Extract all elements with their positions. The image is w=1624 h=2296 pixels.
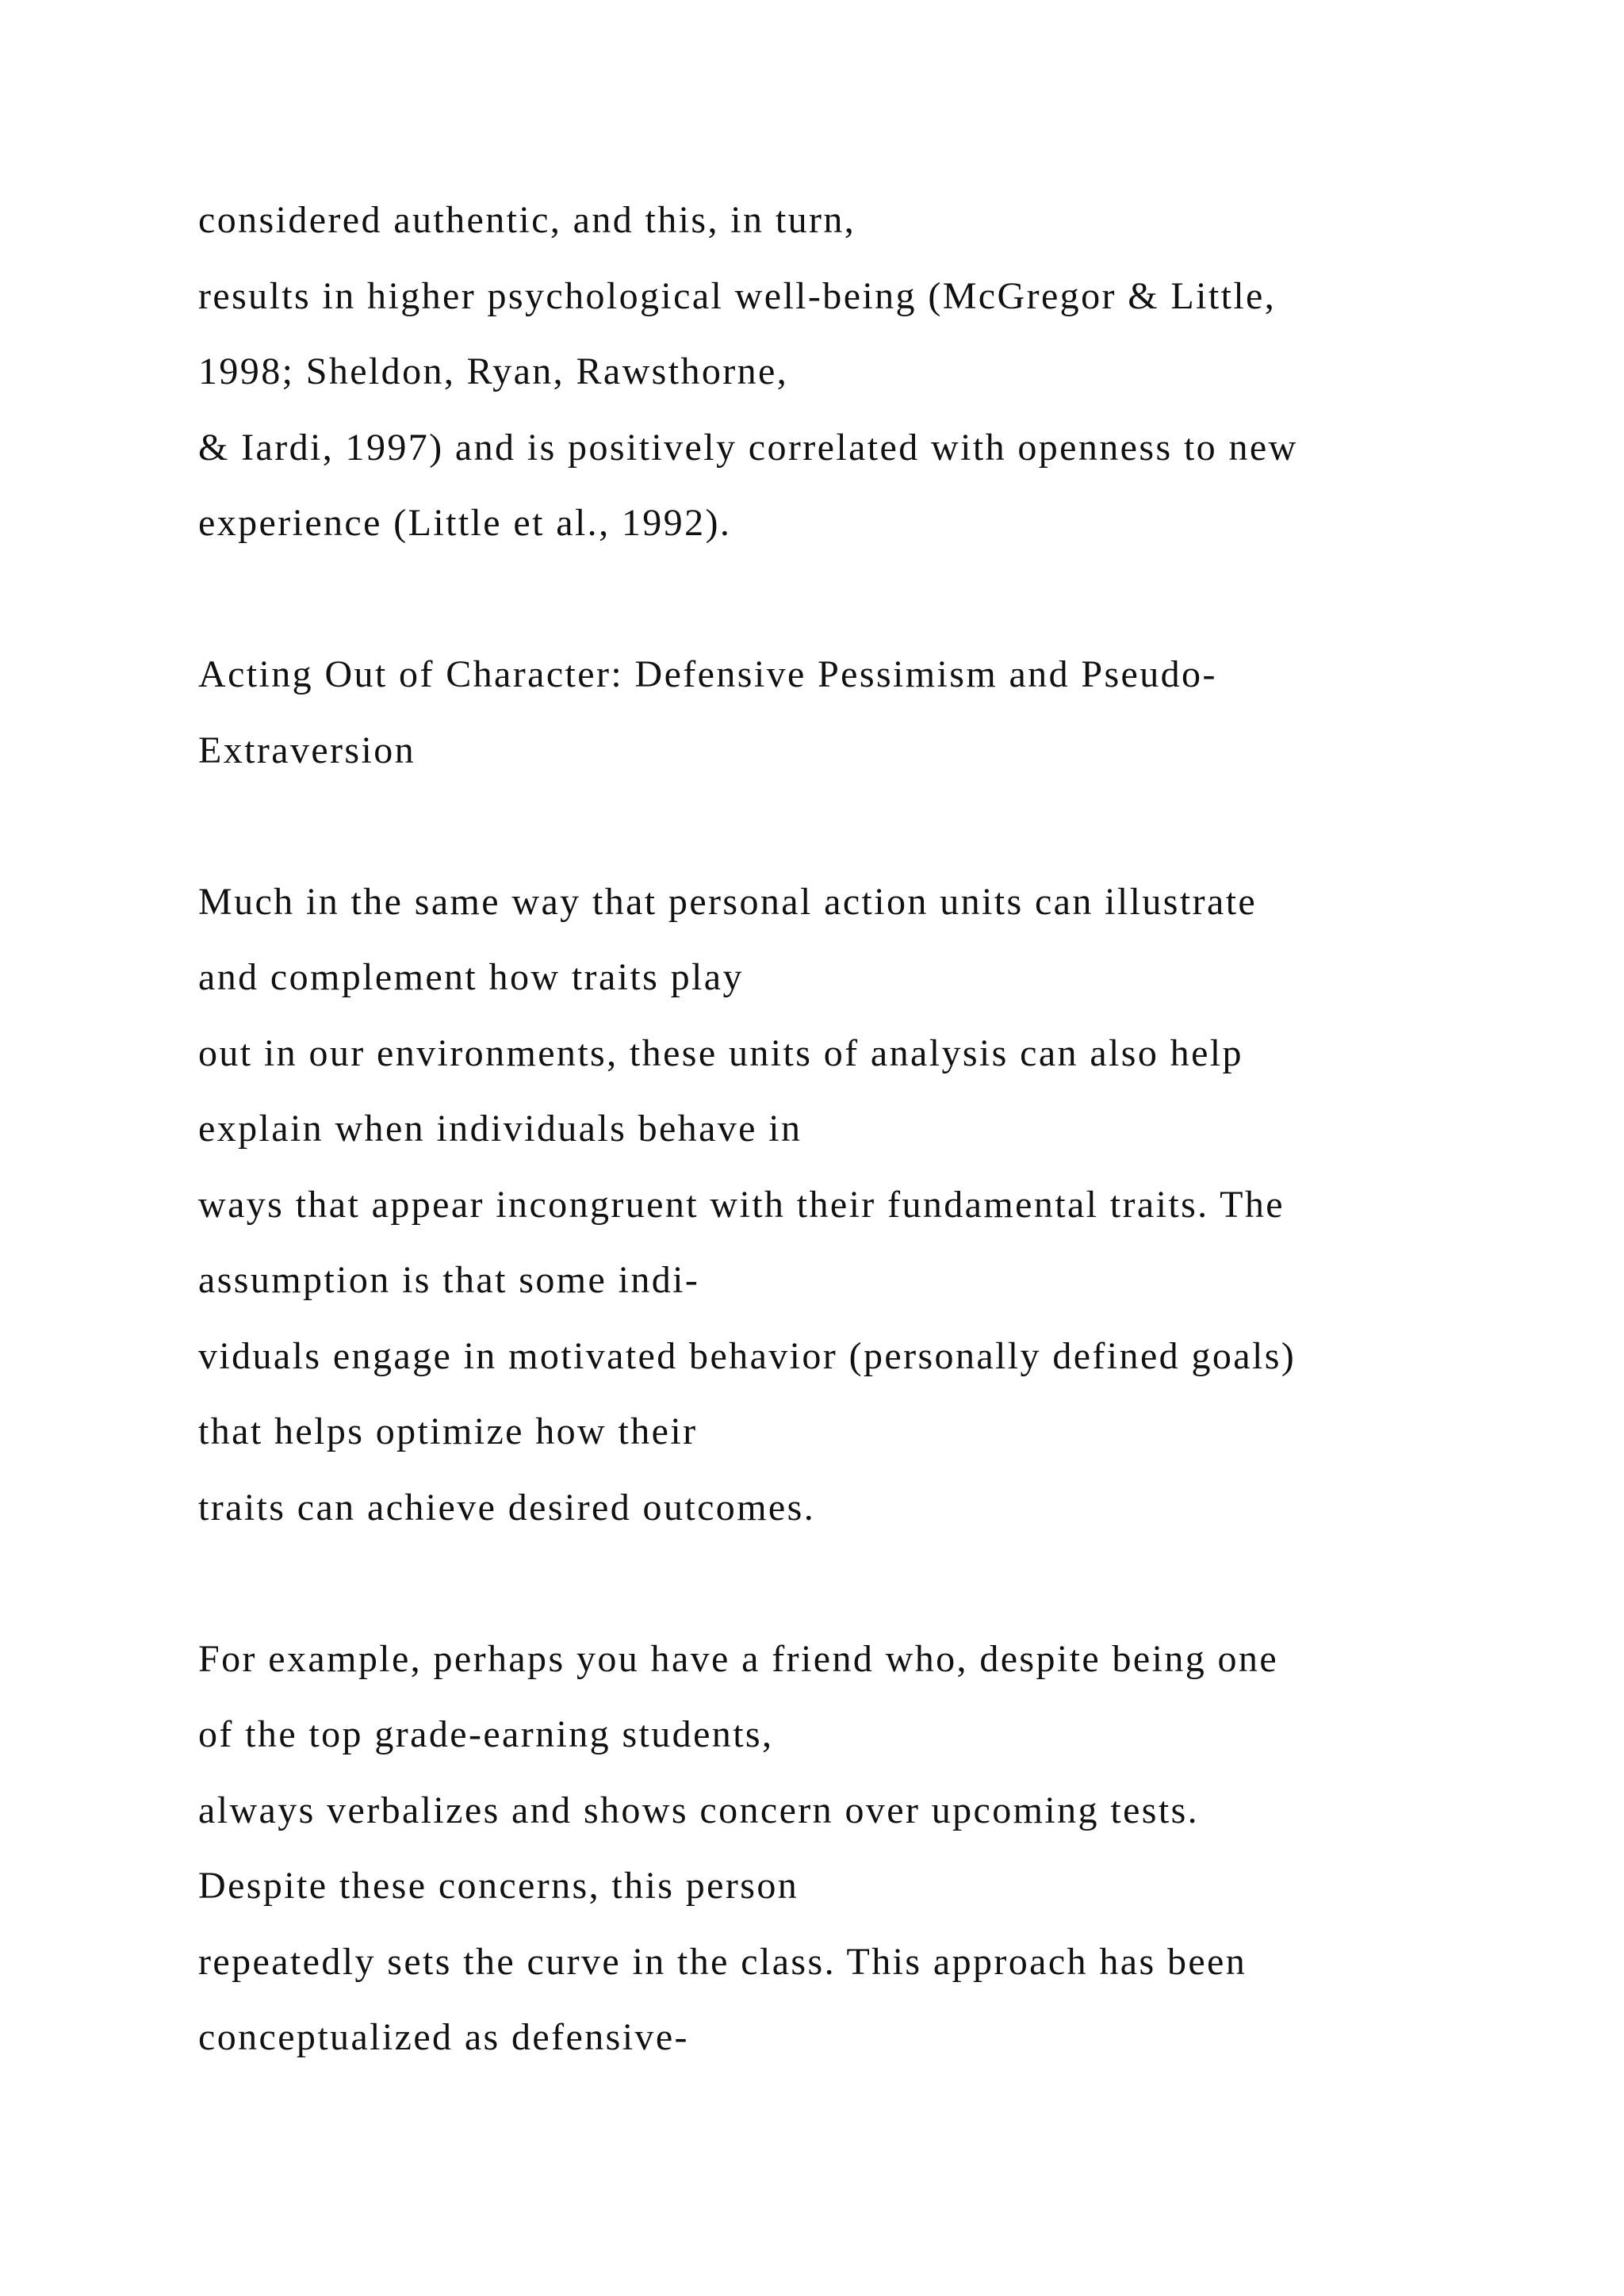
text-line: traits can achieve desired outcomes. (198, 1486, 816, 1529)
paragraph-example (198, 1621, 1546, 2076)
text-line: 1998; Sheldon, Ryan, Rawsthorne, (198, 350, 789, 392)
paragraph-gap (198, 561, 1546, 637)
text-line: that helps optimize how their (198, 1410, 698, 1452)
text-line: & Iardi, 1997) and is positively correlated with openness to new (198, 426, 1298, 469)
paragraph-personal-action-units (198, 864, 1546, 1546)
text-line: repeatedly sets the curve in the class. This approach has been (198, 1940, 1247, 1983)
text-line: and complement how traits play (198, 956, 744, 998)
text-line: Despite these concerns, this person (198, 1865, 799, 1907)
text-line: out in our environments, these units of analysis can also help (198, 1031, 1243, 1074)
paragraph-gap (198, 1545, 1546, 1621)
text-line: always verbalizes and shows concern over upcoming tests. (198, 1789, 1200, 1831)
text-line: of the top grade-earning students, (198, 1713, 774, 1755)
text-line: conceptualized as defensive- (198, 2016, 689, 2058)
text-line: experience (Little et al., 1992). (198, 502, 732, 544)
text-line: results in higher psychological well-being (McGregor & Little, (198, 274, 1277, 317)
paragraph-authenticity (198, 182, 1546, 561)
text-line: For example, perhaps you have a friend who, despite being one (198, 1637, 1279, 1680)
heading-line: Extraversion (198, 729, 416, 771)
text-line: Much in the same way that personal action units can illustrate (198, 880, 1258, 923)
paragraph-gap (198, 788, 1546, 864)
text-line: explain when individuals behave in (198, 1108, 802, 1150)
text-line: considered authentic, and this, in turn, (198, 199, 856, 241)
body-text (198, 182, 1546, 2076)
text-line: assumption is that some indi- (198, 1259, 700, 1301)
heading-line: Acting Out of Character: Defensive Pessimism and Pseudo- (198, 653, 1217, 695)
text-line: viduals engage in motivated behavior (personally defined goals) (198, 1334, 1297, 1377)
text-line: ways that appear incongruent with their fundamental traits. The (198, 1183, 1285, 1226)
section-heading (198, 637, 1546, 788)
